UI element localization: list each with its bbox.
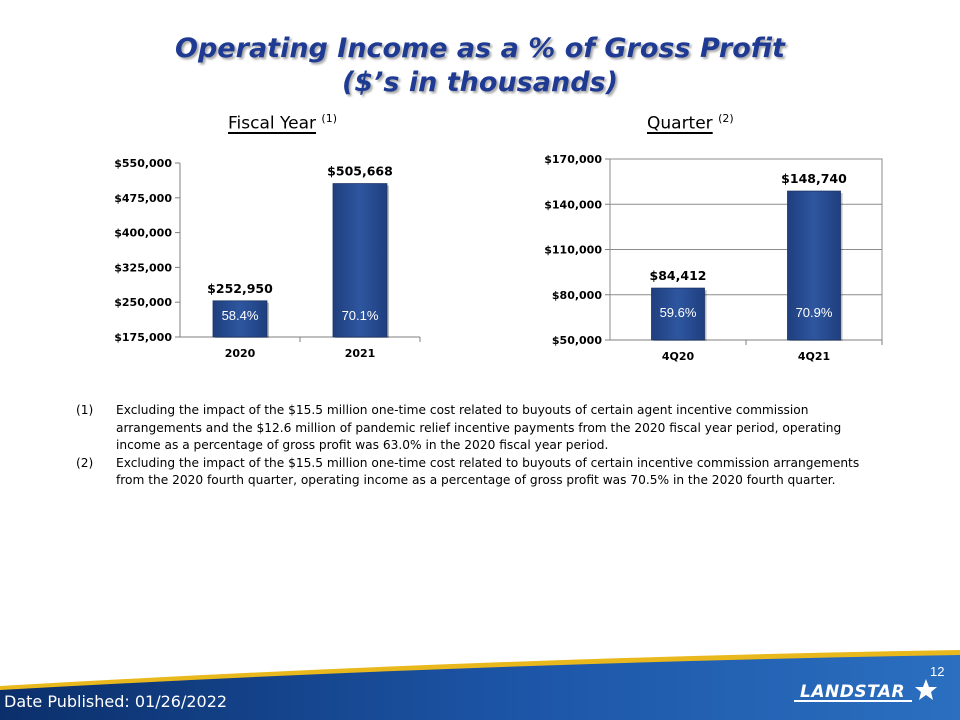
bar-percent-label: 59.6%: [659, 305, 697, 320]
bar-value-label: $84,412: [649, 268, 707, 284]
fiscal-year-heading-text: Fiscal Year: [228, 113, 317, 134]
bar-percent-label: 70.9%: [795, 305, 833, 320]
quarter-bar-chart: [535, 150, 895, 375]
bar-value-label: $148,740: [781, 171, 847, 187]
y-tick-label: $175,000: [114, 331, 172, 344]
landstar-logo: [790, 673, 940, 713]
title-line-1: Operating Income as a % of Gross Profit: [175, 33, 785, 64]
quarter-heading-text: Quarter: [647, 113, 713, 134]
quarter-footnote-ref: (2): [718, 112, 734, 125]
fiscal-year-chart-heading: [228, 112, 337, 134]
y-tick-label: $400,000: [114, 226, 172, 240]
footnote-1-text: Excluding the impact of the $15.5 million one-time cost related to buyouts of certain agent incentive commission arrangements and the $12.6 million of pandemic relief incentive payments from the 2020 fiscal year period, operating income as a percentage of gross profit was 63.0% in the 2020 fiscal year period.: [116, 403, 842, 452]
y-tick-label: $250,000: [114, 296, 172, 310]
bar-value-label: $505,668: [327, 163, 393, 179]
footnote-2-number: (2): [76, 455, 94, 470]
y-tick-label: $475,000: [114, 191, 172, 205]
x-tick-label: 4Q20: [661, 350, 695, 363]
date-published: Date Published: 01/26/2022: [4, 692, 228, 711]
footnote-2: [76, 455, 876, 490]
footnotes: [76, 402, 876, 490]
footnote-1: [76, 402, 876, 455]
title-line-2: ($’s in thousands): [342, 67, 618, 98]
quarter-chart-heading: [647, 112, 734, 134]
y-tick-label: $325,000: [114, 261, 172, 275]
y-tick-label: $50,000: [551, 334, 602, 347]
y-tick-label: $170,000: [544, 153, 602, 166]
page-title: [0, 32, 960, 100]
logo-wordmark: LANDSTAR: [800, 682, 906, 702]
star-icon: [915, 679, 937, 700]
footnote-1-number: (1): [76, 403, 94, 417]
y-tick-label: $80,000: [551, 288, 602, 302]
fiscal-year-footnote-ref: (1): [321, 112, 338, 125]
page-number: 12: [930, 664, 945, 679]
y-tick-label: $140,000: [544, 198, 602, 212]
fiscal-year-bar-chart: [100, 150, 430, 365]
bar-percent-label: 58.4%: [221, 308, 259, 323]
bar-value-label: $252,950: [207, 280, 273, 296]
y-tick-label: $550,000: [114, 157, 172, 170]
x-tick-label: 2020: [224, 347, 256, 360]
x-tick-label: 2021: [344, 347, 376, 360]
footnote-2-text: Excluding the impact of the $15.5 million one-time cost related to buyouts of certain incentive commission arrangements from the 2020 fourth quarter, operating income as a percentage of gross profit was 70.5% in the 2020 fourth quarter.: [116, 455, 860, 487]
y-tick-label: $110,000: [544, 243, 602, 257]
x-tick-label: 4Q21: [797, 350, 831, 363]
bar-percent-label: 70.1%: [341, 308, 379, 323]
